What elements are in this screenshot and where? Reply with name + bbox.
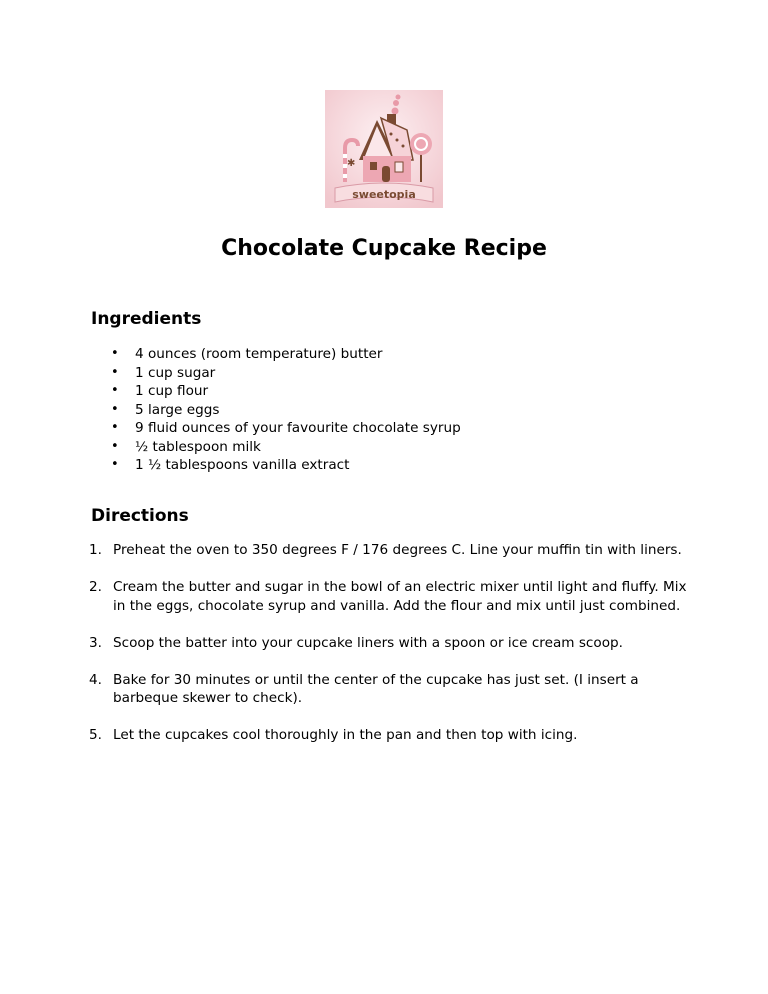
list-item: • 1 cup flour bbox=[111, 383, 209, 399]
sweetopia-logo bbox=[325, 90, 443, 208]
ingredients-list bbox=[111, 345, 461, 475]
direction-step: 4. Bake for 30 minutes or until the center of the cupcake has just set. (I insert a barbeque skewer to check). bbox=[89, 671, 639, 706]
direction-step: 5. Let the cupcakes cool thoroughly in the pan and then top with icing. bbox=[89, 727, 578, 743]
gingerbread-house-icon bbox=[325, 90, 443, 208]
list-item: • 1 ½ tablespoons vanilla extract bbox=[111, 457, 350, 473]
directions-heading: Directions bbox=[91, 506, 189, 526]
svg-text:✱: ✱ bbox=[347, 158, 356, 169]
direction-step: 2. Cream the butter and sugar in the bowl of an electric mixer until light and fluffy. Mix in the eggs, chocolate syrup and vanilla. Add the flour and mix until just combined. bbox=[89, 579, 687, 614]
list-item: • 4 ounces (room temperature) butter bbox=[111, 346, 383, 362]
list-item: • ½ tablespoon milk bbox=[111, 438, 261, 455]
direction-step: 1. Preheat the oven to 350 degrees F / 176 degrees C. Line your muffin tin with liners. bbox=[89, 542, 682, 558]
list-item: • 5 large eggs bbox=[111, 401, 220, 418]
directions-list bbox=[88, 541, 688, 763]
svg-text:sweetopia: sweetopia bbox=[352, 188, 416, 201]
page-title: Chocolate Cupcake Recipe bbox=[221, 236, 547, 261]
list-item: • 1 cup sugar bbox=[111, 364, 216, 381]
list-item: • 9 fluid ounces of your favourite chocolate syrup bbox=[111, 420, 461, 436]
direction-step: 3. Scoop the batter into your cupcake liners with a spoon or ice cream scoop. bbox=[89, 634, 623, 651]
ingredients-heading: Ingredients bbox=[91, 309, 202, 329]
